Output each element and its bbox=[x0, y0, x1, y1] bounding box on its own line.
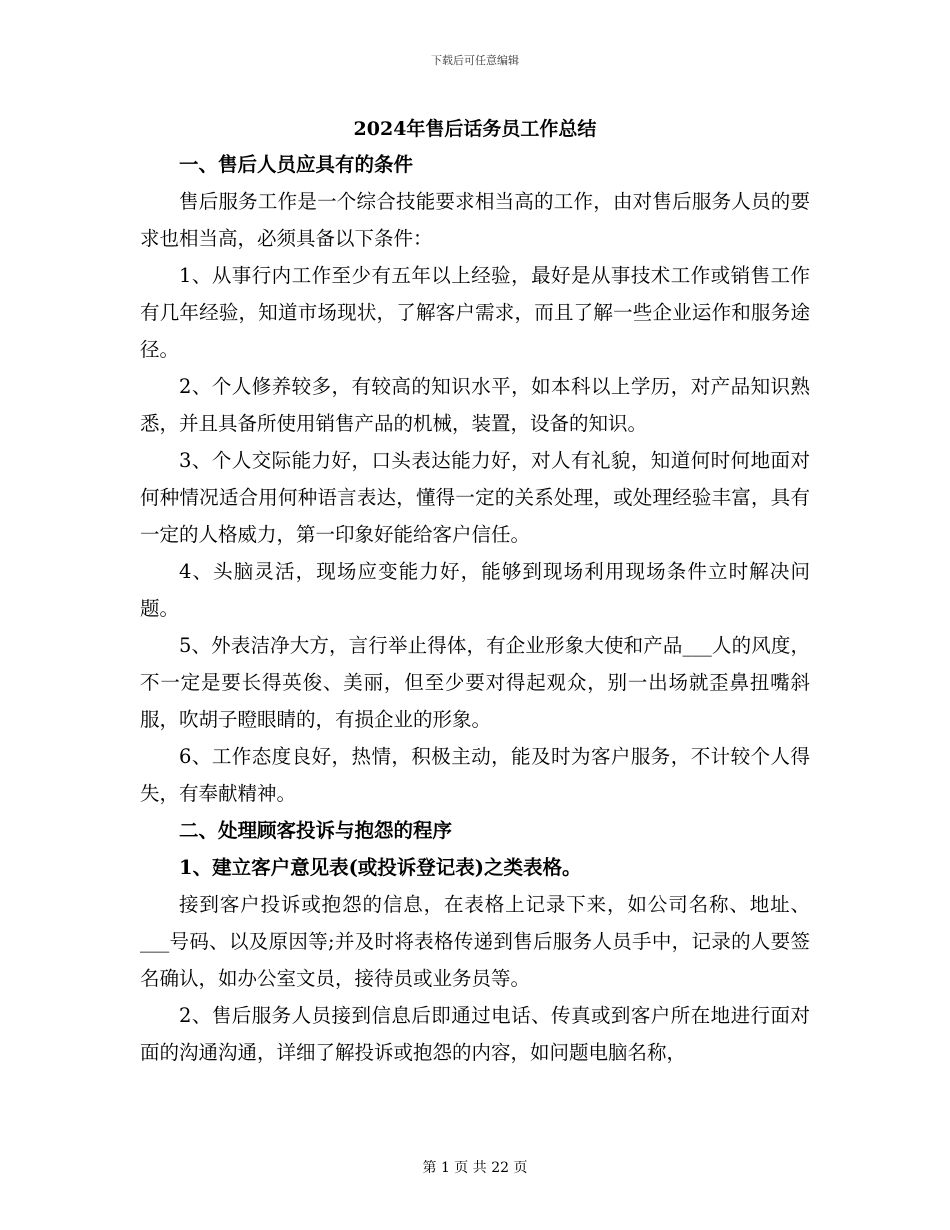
section-heading: 一、售后人员应具有的条件 bbox=[179, 153, 414, 176]
paragraph: 接到客户投诉或抱怨的信息，在表格上记录下来，如公司名称、地址、___号码、以及原因等;并及时将表格传递到售后服务人员手中，记录的人要签名确认，如办公室文员，接待员或业务员等。 bbox=[140, 893, 810, 990]
paragraph: 3、个人交际能力好，口头表达能力好，对人有礼貌，知道何时何地面对何种情况适合用何种语言表达，懂得一定的关系处理，或处理经验丰富，具有一定的人格威力，第一印象好能给客户信任。 bbox=[140, 449, 810, 546]
paragraph: 6、工作态度良好，热情，积极主动，能及时为客户服务，不计较个人得失，有奉献精神。 bbox=[140, 745, 810, 805]
paragraph: 1、从事行内工作至少有五年以上经验，最好是从事技术工作或销售工作有几年经验，知道市场现状，了解客户需求，而且了解一些企业运作和服务途径。 bbox=[140, 264, 810, 361]
page-footer: 第 1 页 共 22 页 bbox=[422, 1160, 528, 1176]
paragraph: 2、个人修养较多，有较高的知识水平，如本科以上学历，对产品知识熟悉，并且具备所使用销售产品的机械，装置，设备的知识。 bbox=[140, 375, 810, 435]
document-body bbox=[140, 146, 810, 1071]
subsection-heading: 1、建立客户意见表(或投诉登记表)之类表格。 bbox=[179, 856, 582, 879]
section-heading: 二、处理顾客投诉与抱怨的程序 bbox=[179, 819, 453, 842]
paragraph: 5、外表洁净大方，言行举止得体，有企业形象大使和产品___人的风度，不一定是要长得英俊、美丽，但至少要对得起观众，别一出场就歪鼻扭嘴斜服，吹胡子瞪眼睛的，有损企业的形象。 bbox=[140, 634, 810, 731]
paragraph: 4、头脑灵活，现场应变能力好，能够到现场利用现场条件立时解决问题。 bbox=[140, 560, 810, 620]
page-header: 下载后可任意编辑 bbox=[431, 54, 519, 67]
paragraph: 2、售后服务人员接到信息后即通过电话、传真或到客户所在地进行面对面的沟通沟通，详细了解投诉或抱怨的内容，如问题电脑名称， bbox=[140, 1004, 810, 1064]
paragraph: 售后服务工作是一个综合技能要求相当高的工作，由对售后服务人员的要求也相当高，必须具备以下条件： bbox=[140, 190, 810, 250]
document-title: 2024年售后话务员工作总结 bbox=[353, 118, 597, 140]
